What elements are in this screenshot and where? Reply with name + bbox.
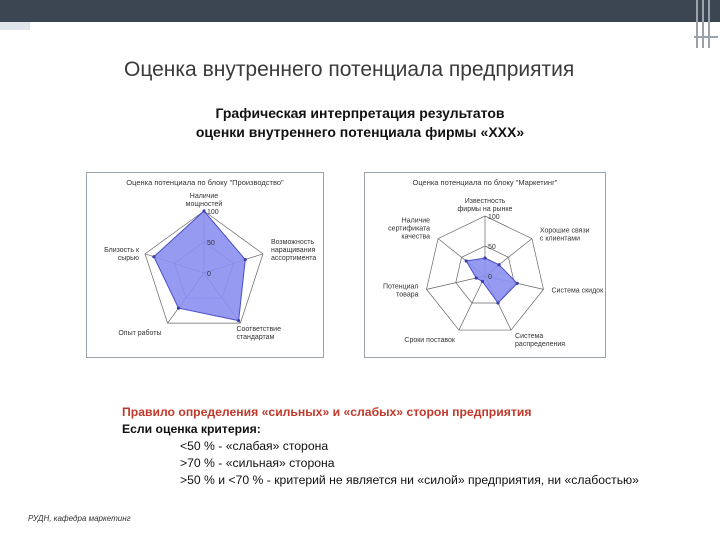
rule-item-weak: <50 % - «слабая» сторона [180, 439, 329, 453]
slide-title: Оценка внутреннего потенциала предприятия [124, 58, 575, 81]
axis-label: Соответствие стандартам [236, 326, 282, 342]
data-point [497, 263, 500, 266]
footer-text: РУДН, кафедра маркетинг [28, 514, 131, 523]
tick-label: 0 [488, 274, 492, 281]
top-bar [0, 0, 720, 22]
tick-label: 100 [207, 209, 219, 216]
tick-label: 100 [488, 214, 500, 221]
series-area [154, 211, 245, 321]
axis-label: Известность фирмы на рынке [457, 198, 513, 213]
data-point [237, 319, 240, 322]
tick-label: 50 [207, 240, 215, 247]
data-point [516, 282, 519, 285]
axis-label: Наличие мощностей [185, 193, 223, 208]
data-point [465, 259, 468, 262]
data-point [483, 256, 486, 259]
axis-label: Сроки поставок [404, 337, 455, 345]
axis-label: Опыт работы [118, 330, 162, 338]
axis-label: Близость к сырью [104, 246, 140, 262]
axis-label: Потенциал товара [382, 283, 419, 299]
rule-item-neutral: >50 % и <70 % - критерий не является ни «силой» предприятия, ни «слабостью» [180, 473, 639, 487]
axis-label: Система распределения [515, 333, 566, 349]
data-point [244, 258, 247, 261]
data-point [496, 301, 499, 304]
radar-svg [87, 173, 323, 357]
axis-label: Возможность наращивания ассортимента [270, 238, 317, 262]
chart-title: Оценка потенциала по блоку "Маркетинг" [412, 178, 558, 187]
subtitle-line-2: оценки внутреннего потенциала фирмы «XXX» [195, 124, 525, 140]
marketing-radar-chart [364, 172, 606, 358]
data-point [481, 280, 484, 283]
slide-subtitle [0, 104, 720, 142]
data-point [202, 209, 205, 212]
production-radar-chart [86, 172, 324, 358]
tick-label: 50 [488, 244, 496, 251]
rule-item-strong: >70 % - «сильная» сторона [180, 456, 335, 470]
top-bar-accent [0, 22, 30, 30]
corner-decoration [692, 0, 720, 50]
data-point [177, 307, 180, 310]
chart-title: Оценка потенциала по блоку "Производство" [126, 178, 284, 187]
rules-heading: Правило определения «сильных» и «слабых» сторон предприятия [122, 405, 532, 419]
tick-label: 0 [207, 271, 211, 278]
rules-section [122, 404, 639, 489]
data-point [475, 276, 478, 279]
rules-subheading: Если оценка критерия: [122, 422, 261, 436]
subtitle-line-1: Графическая интерпретация результатов [215, 105, 505, 121]
axis-label: Система скидок [551, 287, 604, 295]
axis-label: Наличие сертификата качества [388, 217, 431, 241]
axis-label: Хорошие связи с клиентами [539, 227, 590, 243]
data-point [152, 255, 155, 258]
radar-svg [365, 173, 605, 357]
